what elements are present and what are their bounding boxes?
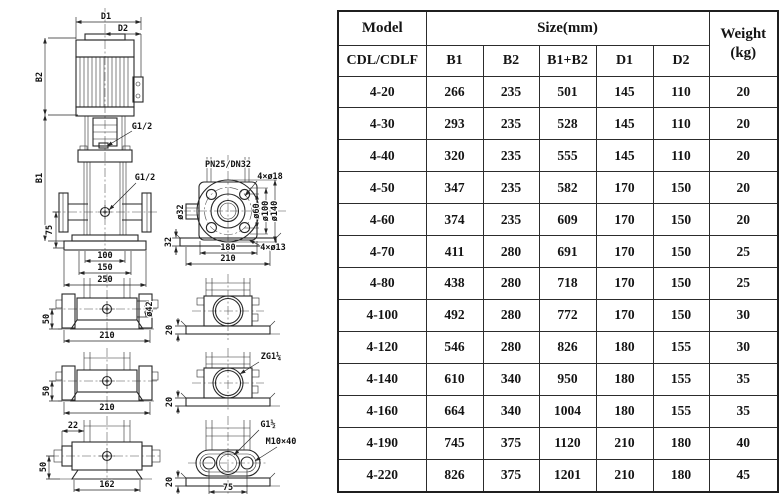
cell-model: 4-40: [338, 140, 426, 172]
cell-b1b2: 528: [539, 108, 596, 140]
cell-b2: 280: [483, 331, 539, 363]
table-row: [338, 236, 778, 268]
dim-label-100: 100: [97, 251, 113, 261]
cell-b1: 745: [426, 427, 483, 459]
side-view-b: [42, 348, 158, 415]
cell-b1: 320: [426, 140, 483, 172]
header-model-sub: CDL/CDLF: [338, 45, 426, 76]
dim-label-210-a: 210: [99, 331, 115, 341]
cell-d2: 150: [653, 268, 709, 300]
cell-b2: 340: [483, 363, 539, 395]
technical-drawing: [0, 0, 337, 500]
header-b1b2: B1+B2: [539, 45, 596, 76]
dia-140-label: ø140: [270, 200, 280, 222]
cell-d2: 110: [653, 76, 709, 108]
cell-d1: 170: [596, 236, 653, 268]
cell-b1: 492: [426, 299, 483, 331]
dimensions-table: [337, 10, 779, 493]
dim-label-20-a: 20: [165, 324, 175, 336]
cell-b1b2: 555: [539, 140, 596, 172]
cell-b1: 826: [426, 459, 483, 492]
dim-label-50-c: 50: [39, 461, 49, 473]
dia-60-label: ø60: [252, 203, 262, 219]
cell-weight: 20: [709, 204, 778, 236]
cell-weight: 20: [709, 140, 778, 172]
header-b2: B2: [483, 45, 539, 76]
dim-label-150: 150: [97, 263, 113, 273]
cell-b2: 280: [483, 236, 539, 268]
cell-b1b2: 826: [539, 331, 596, 363]
flange-rating-label: PN25/DN32: [204, 160, 252, 170]
cell-model: 4-30: [338, 108, 426, 140]
cell-d2: 155: [653, 331, 709, 363]
table-row: [338, 140, 778, 172]
cell-weight: 20: [709, 76, 778, 108]
cell-b1b2: 582: [539, 172, 596, 204]
port-view-b: [165, 348, 281, 414]
dim-label-50-b: 50: [42, 385, 52, 397]
cell-b1b2: 501: [539, 76, 596, 108]
cell-d1: 180: [596, 363, 653, 395]
cell-model: 4-80: [338, 268, 426, 300]
dim-label-d1: D1: [100, 12, 112, 22]
base-bolt-holes-label: 4×ø13: [260, 243, 286, 253]
table-row: [338, 459, 778, 492]
header-size-group: Size(mm): [426, 11, 709, 45]
cell-b2: 375: [483, 427, 539, 459]
table-row: [338, 76, 778, 108]
dim-label-32: 32: [164, 236, 174, 248]
flange-bolt-holes-label: 4×ø18: [257, 172, 283, 182]
cell-b2: 280: [483, 299, 539, 331]
cell-b2: 235: [483, 108, 539, 140]
cell-weight: 35: [709, 395, 778, 427]
cell-weight: 35: [709, 363, 778, 395]
dia-32-label: ø32: [176, 204, 186, 220]
cell-weight: 20: [709, 172, 778, 204]
cell-weight: 20: [709, 108, 778, 140]
header-model: Model: [338, 11, 426, 45]
cell-model: 4-220: [338, 459, 426, 492]
dim-label-162: 162: [99, 480, 115, 490]
cell-d2: 110: [653, 108, 709, 140]
cell-d2: 150: [653, 236, 709, 268]
dim-label-50-a: 50: [42, 313, 52, 325]
cell-d2: 110: [653, 140, 709, 172]
cell-b1: 293: [426, 108, 483, 140]
cell-b1b2: 691: [539, 236, 596, 268]
table-row: [338, 363, 778, 395]
cell-model: 4-60: [338, 204, 426, 236]
cell-weight: 40: [709, 427, 778, 459]
cell-model: 4-100: [338, 299, 426, 331]
dim-label-210-b: 210: [99, 403, 115, 413]
cell-d1: 170: [596, 268, 653, 300]
cell-d2: 150: [653, 299, 709, 331]
header-row-1: [338, 11, 778, 45]
cell-model: 4-50: [338, 172, 426, 204]
cell-b1: 610: [426, 363, 483, 395]
cell-b1b2: 772: [539, 299, 596, 331]
drain-plug-label: G1/2: [134, 173, 156, 183]
dim-label-75: 75: [45, 224, 55, 236]
table-row: [338, 268, 778, 300]
thread-zg-label: ZG1¼: [260, 352, 282, 362]
cell-b1b2: 1201: [539, 459, 596, 492]
cell-b2: 340: [483, 395, 539, 427]
header-d2: D2: [653, 45, 709, 76]
cell-d1: 145: [596, 108, 653, 140]
cell-b1: 266: [426, 76, 483, 108]
dim-label-75-b: 75: [222, 483, 234, 493]
cell-model: 4-190: [338, 427, 426, 459]
header-weight: [709, 11, 778, 76]
cell-b1b2: 950: [539, 363, 596, 395]
dim-label-d2: D2: [117, 24, 129, 34]
cell-b2: 235: [483, 204, 539, 236]
cell-d1: 180: [596, 395, 653, 427]
cell-b1: 374: [426, 204, 483, 236]
cell-weight: 25: [709, 268, 778, 300]
cell-weight: 30: [709, 299, 778, 331]
dim-label-20-b: 20: [165, 396, 175, 408]
cell-model: 4-70: [338, 236, 426, 268]
cell-d1: 145: [596, 140, 653, 172]
header-weight-line1: Weight: [720, 26, 767, 42]
cell-model: 4-20: [338, 76, 426, 108]
cell-b2: 375: [483, 459, 539, 492]
cell-d1: 170: [596, 299, 653, 331]
thread-g-label: G1½: [260, 420, 276, 430]
table-row: [338, 108, 778, 140]
cell-weight: 25: [709, 236, 778, 268]
dia-42-label: ø42: [145, 301, 155, 317]
cell-b2: 235: [483, 140, 539, 172]
cell-b1: 664: [426, 395, 483, 427]
cell-b1: 347: [426, 172, 483, 204]
dimensions-table-wrap: [337, 10, 778, 493]
cell-weight: 45: [709, 459, 778, 492]
port-view-a: [165, 274, 280, 342]
fill-plug-label: G1/2: [131, 122, 153, 132]
cell-d1: 180: [596, 331, 653, 363]
cell-weight: 30: [709, 331, 778, 363]
cell-b1b2: 718: [539, 268, 596, 300]
table-row: [338, 395, 778, 427]
cell-d2: 155: [653, 363, 709, 395]
cell-d2: 155: [653, 395, 709, 427]
table-row: [338, 204, 778, 236]
dim-label-20-c: 20: [165, 476, 175, 488]
cell-d1: 210: [596, 459, 653, 492]
cell-b1b2: 609: [539, 204, 596, 236]
dim-label-b2: B2: [35, 71, 45, 83]
dim-label-b1: B1: [35, 172, 45, 184]
cell-model: 4-120: [338, 331, 426, 363]
bottom-view: [39, 416, 160, 492]
header-weight-line2: (kg): [730, 44, 757, 61]
stud-label: M10×40: [265, 437, 297, 447]
table-row: [338, 299, 778, 331]
dia-100-label: ø100: [261, 200, 271, 222]
dim-label-210-top: 210: [220, 254, 236, 264]
cell-model: 4-160: [338, 395, 426, 427]
cell-b1: 438: [426, 268, 483, 300]
table-row: [338, 172, 778, 204]
cell-d1: 170: [596, 204, 653, 236]
cell-b1b2: 1120: [539, 427, 596, 459]
dim-label-180: 180: [220, 243, 236, 253]
port-view-c: [165, 416, 296, 496]
cell-d2: 180: [653, 427, 709, 459]
cell-b1b2: 1004: [539, 395, 596, 427]
header-d1: D1: [596, 45, 653, 76]
dim-label-22: 22: [67, 421, 79, 431]
cell-d2: 150: [653, 172, 709, 204]
cell-d1: 170: [596, 172, 653, 204]
cell-d2: 180: [653, 459, 709, 492]
cell-b1: 546: [426, 331, 483, 363]
cell-b2: 235: [483, 172, 539, 204]
table-row: [338, 331, 778, 363]
cell-b2: 280: [483, 268, 539, 300]
cell-d1: 145: [596, 76, 653, 108]
table-row: [338, 427, 778, 459]
cell-b2: 235: [483, 76, 539, 108]
cell-b1: 411: [426, 236, 483, 268]
flange-top-view: [164, 155, 286, 266]
dim-label-250: 250: [97, 275, 113, 285]
cell-model: 4-140: [338, 363, 426, 395]
cell-d2: 150: [653, 204, 709, 236]
cell-d1: 210: [596, 427, 653, 459]
front-view: [35, 8, 158, 287]
header-b1: B1: [426, 45, 483, 76]
